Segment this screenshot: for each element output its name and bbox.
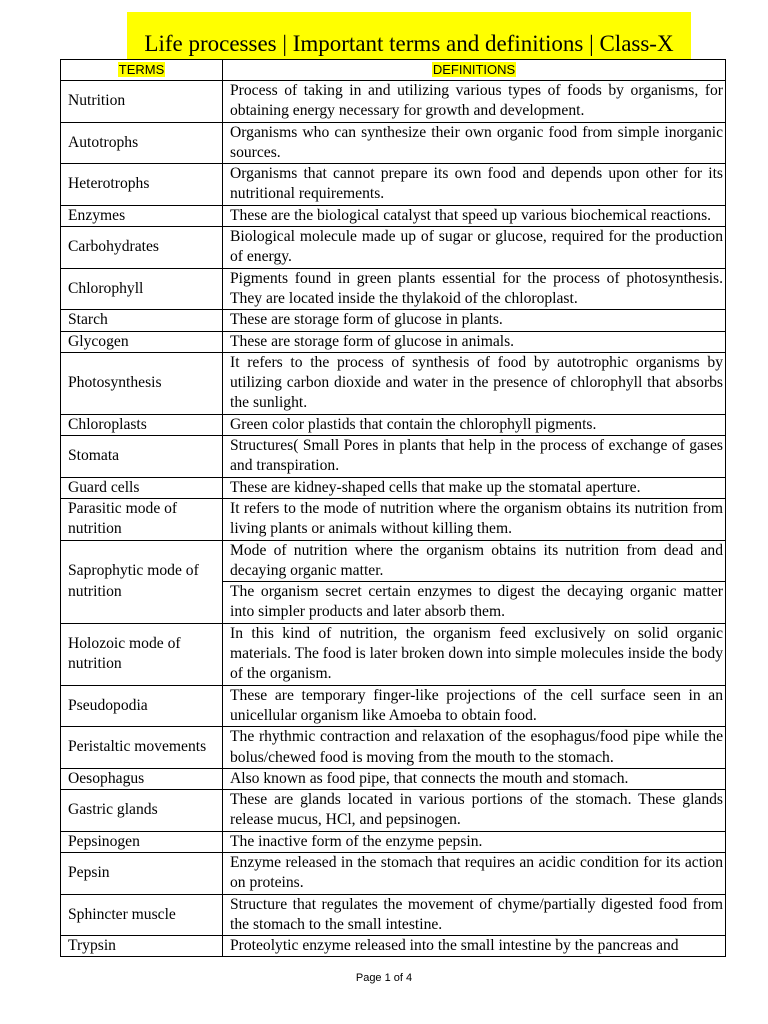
table-row <box>61 81 726 123</box>
term-cell: Trypsin <box>61 936 223 957</box>
term-cell: Guard cells <box>61 477 223 498</box>
definition-cell: In this kind of nutrition, the organism feed exclusively on solid organic materials. The food is later broken down into simple molecules inside the body of the organism. <box>223 623 726 685</box>
term-cell: Photosynthesis <box>61 352 223 414</box>
term-cell: Pepsin <box>61 852 223 894</box>
definition-cell: Pigments found in green plants essential for the process of photosynthesis. They are located inside the thylakoid of the chloroplast. <box>223 268 726 310</box>
term-cell: Starch <box>61 310 223 331</box>
definition-cell: Process of taking in and utilizing various types of foods by organisms, for obtaining energy necessary for growth and development. <box>223 81 726 123</box>
term-cell: Carbohydrates <box>61 227 223 269</box>
table-row <box>61 727 726 769</box>
term-cell: Gastric glands <box>61 790 223 832</box>
table-row <box>61 477 726 498</box>
definition-cell: Structures( Small Pores in plants that help in the process of exchange of gases and transpiration. <box>223 436 726 478</box>
table-row <box>61 831 726 852</box>
page-footer: Page 1 of 4 <box>355 972 413 984</box>
term-cell: Glycogen <box>61 331 223 352</box>
table-body <box>61 81 726 957</box>
table-row <box>61 227 726 269</box>
table-row <box>61 414 726 435</box>
term-cell: Enzymes <box>61 205 223 226</box>
table-row <box>61 164 726 206</box>
definition-cell: Mode of nutrition where the organism obtains its nutrition from dead and decaying organic matter. <box>223 540 726 582</box>
definition-cell: Organisms who can synthesize their own organic food from simple inorganic sources. <box>223 122 726 164</box>
definition-cell: These are the biological catalyst that speed up various biochemical reactions. <box>223 205 726 226</box>
term-cell: Autotrophs <box>61 122 223 164</box>
term-cell: Heterotrophs <box>61 164 223 206</box>
definition-cell: Proteolytic enzyme released into the small intestine by the pancreas and <box>223 936 726 957</box>
table-row <box>61 310 726 331</box>
definition-cell: These are kidney-shaped cells that make up the stomatal aperture. <box>223 477 726 498</box>
definition-cell: These are storage form of glucose in animals. <box>223 331 726 352</box>
table-row <box>61 852 726 894</box>
term-cell: Peristaltic movements <box>61 727 223 769</box>
table-row <box>61 623 726 685</box>
table-row <box>61 122 726 164</box>
table-row <box>61 352 726 414</box>
definition-cell: Biological molecule made up of sugar or glucose, required for the production of energy. <box>223 227 726 269</box>
table-row <box>61 540 726 582</box>
table-row <box>61 768 726 789</box>
table-row <box>61 685 726 727</box>
definition-cell: Structure that regulates the movement of chyme/partially digested food from the stomach to the small intestine. <box>223 894 726 936</box>
table-row <box>61 498 726 540</box>
definition-cell: These are glands located in various portions of the stomach. These glands release mucus, HCl, and pepsinogen. <box>223 790 726 832</box>
table-row <box>61 268 726 310</box>
definition-cell: The organism secret certain enzymes to digest the decaying organic matter into simpler products and later absorb them. <box>223 582 726 624</box>
definition-cell: Organisms that cannot prepare its own food and depends upon other for its nutritional requirements. <box>223 164 726 206</box>
table-row <box>61 936 726 957</box>
definition-cell: These are temporary finger-like projections of the cell surface seen in an unicellular organism like Amoeba to obtain food. <box>223 685 726 727</box>
term-cell: Stomata <box>61 436 223 478</box>
term-cell: Oesophagus <box>61 768 223 789</box>
definition-cell: It refers to the process of synthesis of food by autotrophic organisms by utilizing carbon dioxide and water in the presence of chlorophyll that absorbs the sunlight. <box>223 352 726 414</box>
definition-cell: The rhythmic contraction and relaxation of the esophagus/food pipe while the bolus/chewed food is moving from the mouth to the stomach. <box>223 727 726 769</box>
definition-cell: These are storage form of glucose in plants. <box>223 310 726 331</box>
term-cell: Chloroplasts <box>61 414 223 435</box>
table-row <box>61 331 726 352</box>
term-cell: Pepsinogen <box>61 831 223 852</box>
definitions-header: DEFINITIONS <box>223 60 726 81</box>
definition-cell: Enzyme released in the stomach that requires an acidic condition for its action on proteins. <box>223 852 726 894</box>
definition-cell: Also known as food pipe, that connects the mouth and stomach. <box>223 768 726 789</box>
term-cell: Nutrition <box>61 81 223 123</box>
term-cell: Holozoic mode of nutrition <box>61 623 223 685</box>
term-cell: Saprophytic mode of nutrition <box>61 540 223 623</box>
table-row <box>61 436 726 478</box>
term-cell: Parasitic mode of nutrition <box>61 498 223 540</box>
terms-header: TERMS <box>61 60 223 81</box>
definitions-table <box>60 59 726 957</box>
table-row <box>61 205 726 226</box>
term-cell: Chlorophyll <box>61 268 223 310</box>
definition-cell: It refers to the mode of nutrition where the organism obtains its nutrition from living plants or animals without killing them. <box>223 498 726 540</box>
table-row <box>61 790 726 832</box>
table-row <box>61 894 726 936</box>
term-cell: Pseudopodia <box>61 685 223 727</box>
definition-cell: Green color plastids that contain the chlorophyll pigments. <box>223 414 726 435</box>
table-header-row <box>61 60 726 81</box>
definition-cell: The inactive form of the enzyme pepsin. <box>223 831 726 852</box>
term-cell: Sphincter muscle <box>61 894 223 936</box>
title-highlight <box>127 12 691 60</box>
page-title: Life processes | Important terms and definitions | Class-X <box>144 31 674 56</box>
